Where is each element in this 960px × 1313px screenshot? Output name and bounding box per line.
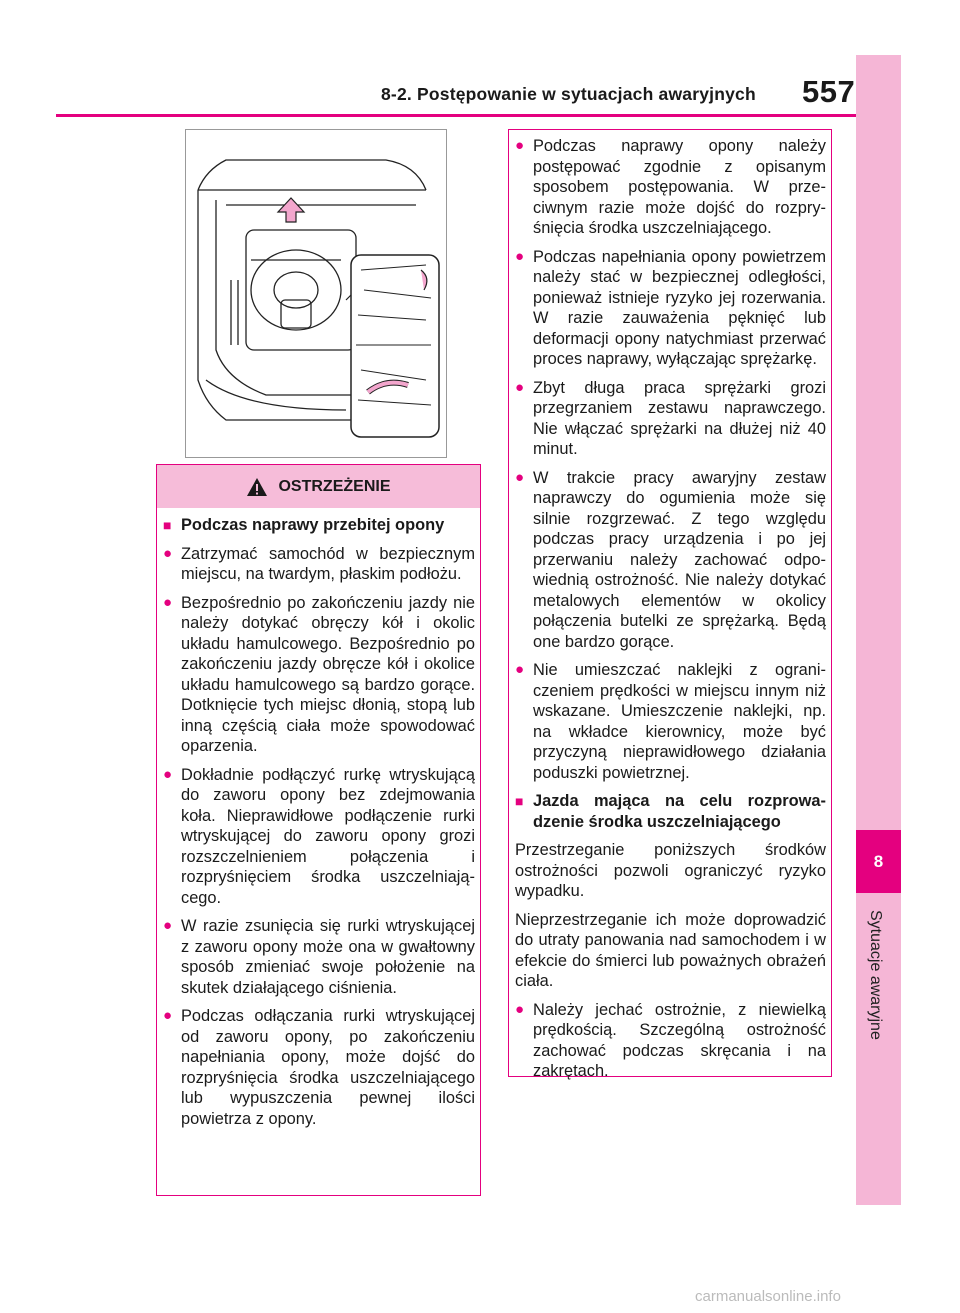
footer-watermark: carmanualsonline.info xyxy=(695,1288,841,1305)
warning-item-text: Zatrzymać samochód w bezpiecznym miejscu, na twardym, płaskim podłożu. xyxy=(181,544,475,583)
warning-item-text: Podczas odłączania rurki wtryskującej od zaworu opony, po zakończeniu napełniania opony, może dojść do rozpryśnięcia środka uszczelniającego lub wypuszczenia pewnej ilości powietrza z opony. xyxy=(181,1007,475,1128)
continuation-item xyxy=(515,136,826,239)
continuation-item-text: Zbyt długa praca sprężarki grozi przegrzaniem zestawu naprawczego. Nie włączać sprężarki na dłużej niż 40 minut. xyxy=(533,378,826,458)
warning-item-text: Dokładnie podłączyć rurkę wtryskującą do zaworu opony bez zdejmowania koła. Nieprawidłowe podłączenie rurki wtryskującej do zaworu opony grozi rozszczelnieniem połączenia i rozpryśnięciem środka uszczelniającego. xyxy=(181,765,475,907)
warning-item xyxy=(163,1006,475,1129)
continuation-item-text: Podczas napełniania opony powietrzem należy stać w bezpiecznej odległości, ponieważ istnieje ryzyko jej rozerwania. W razie zauważenia pęknięć lub deformacji opony natychmiast przerwać proces naprawy, wyłączając sprężarkę. xyxy=(533,247,826,368)
circle-bullet-icon: ● xyxy=(515,1000,525,1018)
warning-box xyxy=(156,464,481,1196)
warning-triangle-icon xyxy=(246,477,268,497)
circle-bullet-icon: ● xyxy=(515,247,525,265)
continuation-item-text: Nie umieszczać naklejki z ograniczeniem prędkości w miejscu innym niż wskazane. Umieszczenie naklejki, np. na wkładce kierownicy, może być przyczyną nieprawidłowego działania poduszki powietrznej. xyxy=(533,661,826,782)
warning-item xyxy=(163,593,475,757)
warning-item-text: Bezpośrednio po zakończeniu jazdy nie należy dotykać obręczy kół i okolic układu hamulcowego. Bezpośrednio po zakończeniu jazdy obręcze kół i okolice układu hamulcowego są bardzo gorące. Dotknięcie tych miejsc dłonią, stopą lub inną częścią ciała może spowodować oparzenia. xyxy=(181,593,475,755)
trunk-illustration xyxy=(185,129,447,458)
warning-content xyxy=(163,515,475,1137)
page-number: 557 xyxy=(802,74,856,109)
warning-item xyxy=(163,765,475,909)
continuation-item-text: W trakcie pracy awaryjny zestaw naprawczy do ogumienia może się silnie rozgrzewać. Z tego względu podczas pracy urządzenia i po jej przerwaniu należy zachować odpowiednią ostrożność. Nie należy dotykać metalowych elementów w okolicy połączenia butelki ze sprężarką. Będą one bardzo gorące. xyxy=(533,468,826,651)
continuation-item xyxy=(515,468,826,653)
circle-bullet-icon: ● xyxy=(515,378,525,396)
chapter-number-tab: 8 xyxy=(856,830,901,893)
circle-bullet-icon: ● xyxy=(163,1007,173,1024)
circle-bullet-icon: ● xyxy=(163,593,173,611)
trunk-drawing xyxy=(186,130,446,457)
square-bullet-icon: ■ xyxy=(515,793,524,809)
continuation-content xyxy=(515,136,826,1090)
chapter-label: Sytuacje awaryjne xyxy=(867,910,884,1040)
circle-bullet-icon: ● xyxy=(515,661,525,678)
warning-item xyxy=(163,544,475,585)
warning-heading-text: Podczas naprawy przebitej opony xyxy=(181,516,445,534)
circle-bullet-icon: ● xyxy=(515,137,525,154)
circle-bullet-icon: ● xyxy=(515,468,525,486)
warning-heading xyxy=(163,515,475,536)
header-rule xyxy=(56,114,856,117)
circle-bullet-icon: ● xyxy=(163,917,173,934)
driving-heading xyxy=(515,791,826,832)
warning-item-text: W razie zsunięcia się rurki wtryskującej z zaworu opony może ona w gwałtowny sposób zmieniać swoje położenie na skutek działającego ciśnienia. xyxy=(181,917,475,997)
driving-heading-text: Jazda mająca na celu rozprowadzenie środka uszczelniającego xyxy=(533,792,826,831)
continuation-item xyxy=(515,660,826,783)
square-bullet-icon: ■ xyxy=(163,517,172,533)
section-title: 8-2. Postępowanie w sytuacjach awaryjnych xyxy=(381,84,756,104)
continuation-item xyxy=(515,378,826,460)
paragraph: Nieprzestrzeganie ich może doprowadzić do utraty panowania nad samochodem i w efekcie do śmierci lub poważnych obrażeń ciała. xyxy=(515,910,826,990)
paragraph: Przestrzeganie poniższych środków ostrożności pozwoli ograniczyć ryzyko wypadku. xyxy=(515,841,826,900)
continuation-item-text: Podczas naprawy opony należy postępować zgodnie z opisanym sposobem postępowania. W przeciwnym razie może dojść do rozpryśnięcia środka uszczelniającego. xyxy=(533,137,826,237)
circle-bullet-icon: ● xyxy=(163,765,173,783)
continuation-item xyxy=(515,1000,826,1082)
continuation-item-text: Należy jechać ostrożnie, z niewielką prędkością. Szczególną ostrożność zachować podczas skręcania i na zakrętach. xyxy=(533,1000,826,1080)
warning-continuation-box xyxy=(508,129,832,1080)
circle-bullet-icon: ● xyxy=(163,544,173,562)
warning-item xyxy=(163,916,475,998)
warning-title: OSTRZEŻENIE xyxy=(278,477,391,495)
warning-header xyxy=(157,465,480,508)
continuation-item xyxy=(515,247,826,370)
